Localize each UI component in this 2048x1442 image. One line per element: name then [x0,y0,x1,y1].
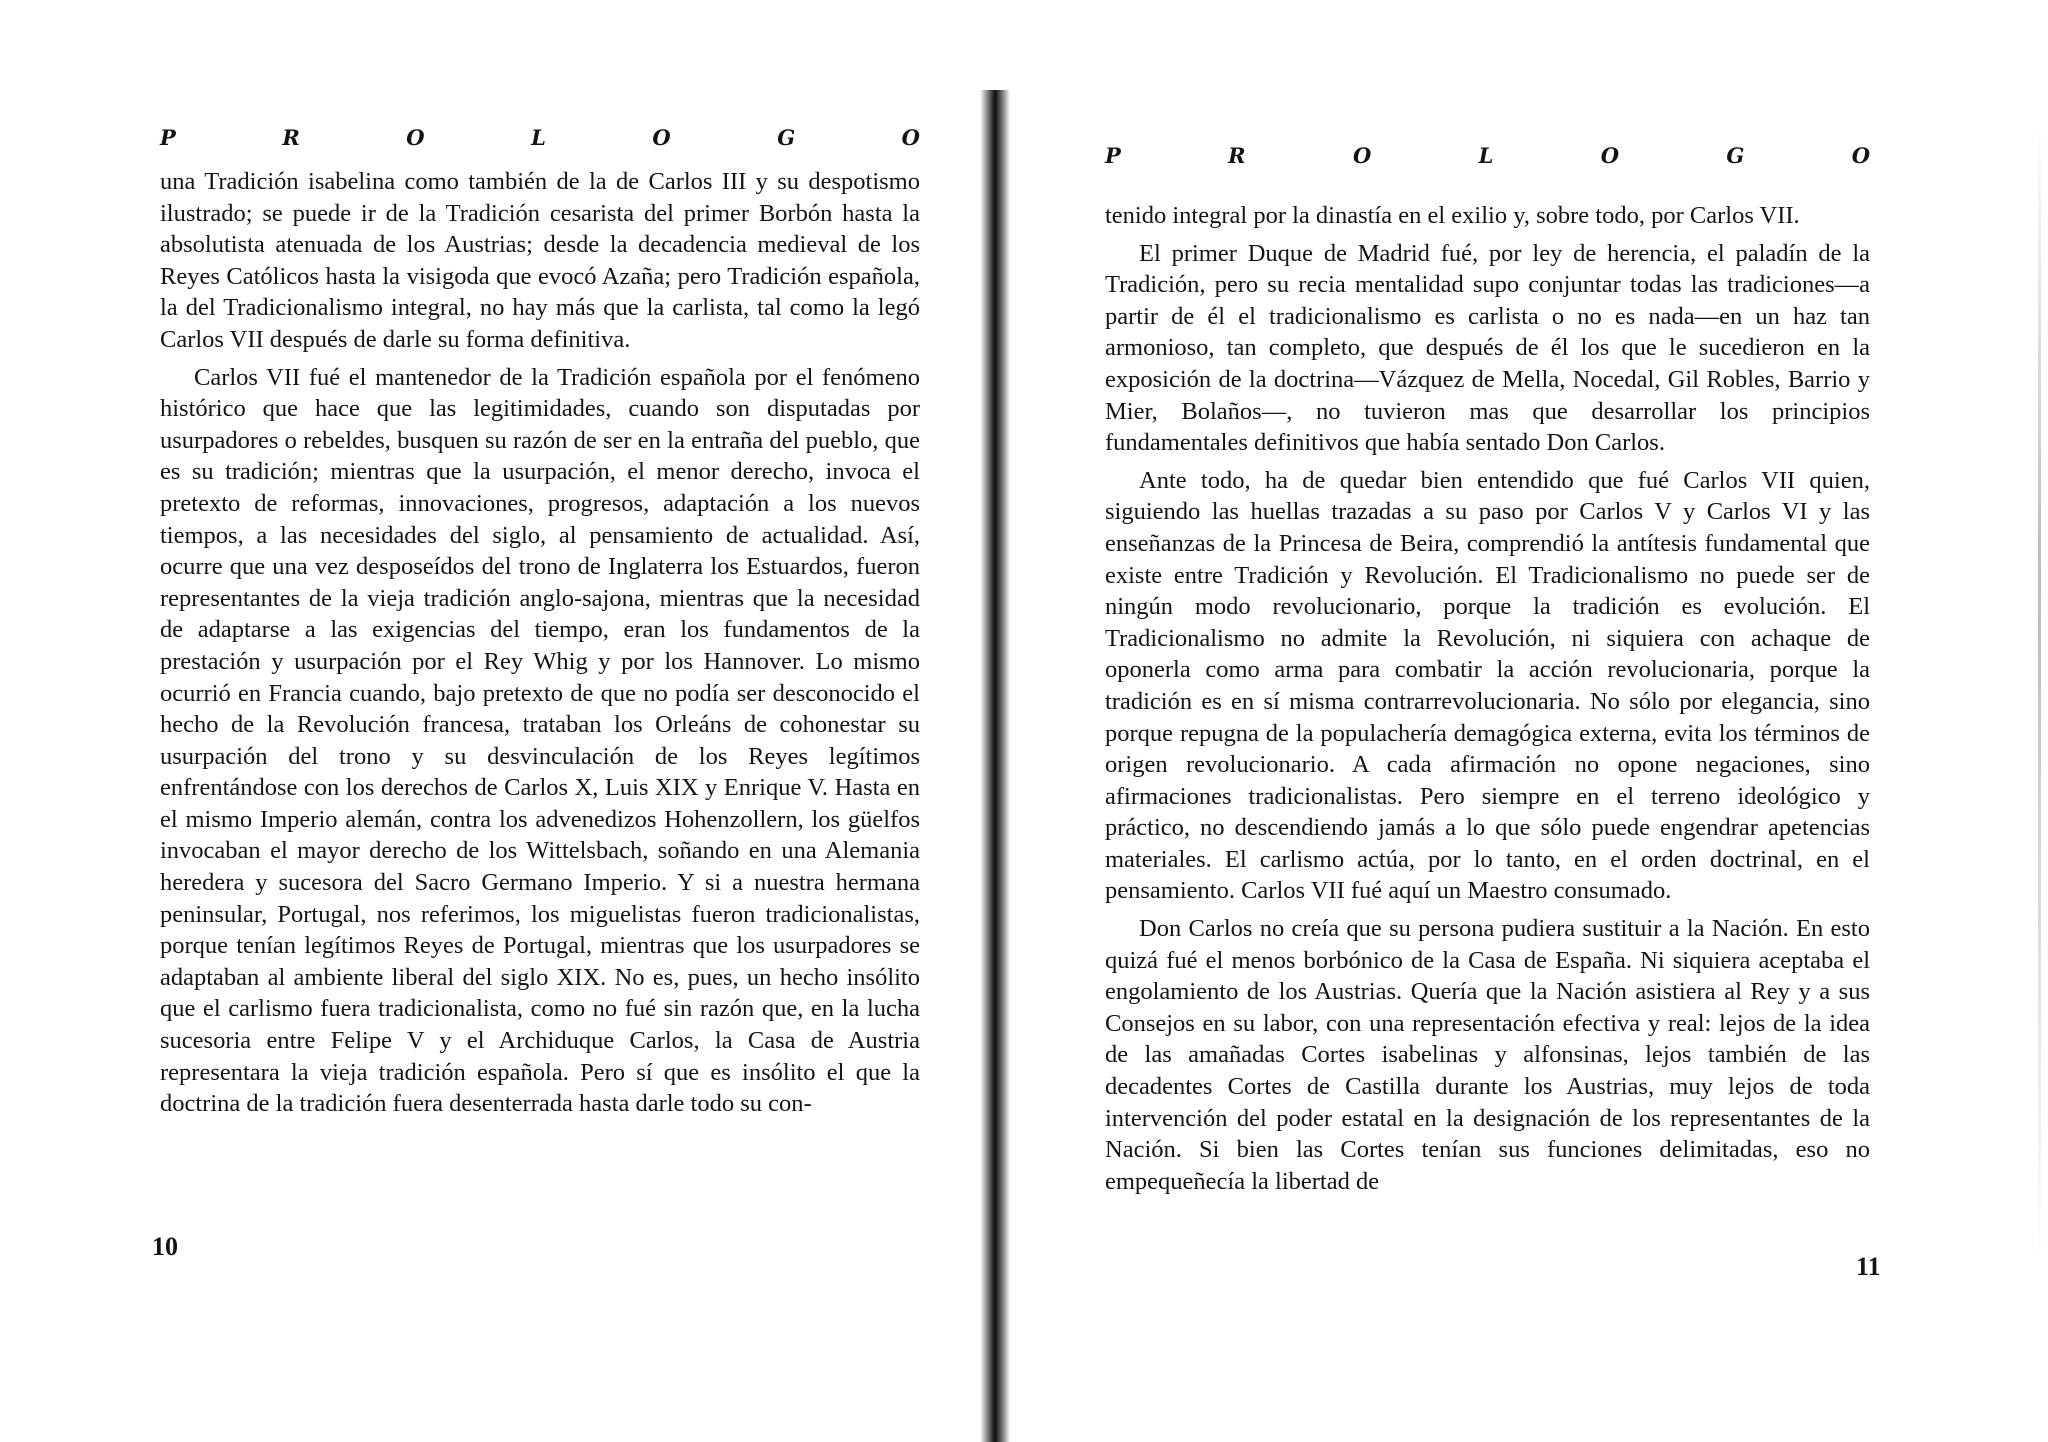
paragraph: Ante todo, ha de quedar bien entendido que fué Carlos VII quien, siguiendo las huellas trazadas a su paso por Carlos V y Carlos VI y las enseñanzas de la Princesa de Beira, comprendió la antítesis fundamental que existe entre Tradición y Revolución. El Tradicionalismo no puede ser de ningún modo revolucionario, porque la tradición es evolución. El Tradicionalismo no admite la Revolución, ni siquiera con achaque de oponerla como arma para combatir la acción revolucionaria, porque la tradición es en sí misma contrarrevolucionaria. No sólo por elegancia, sino porque repugna de la populachería demagógica externa, evita los términos de origen revolucionario. A cada afirmación no opone negaciones, sino afirmaciones tradicionalistas. Pero siempre en el terreno ideológico y práctico, no descendiendo jamás a lo que sólo puede engendrar apetencias materiales. El carlismo actúa, por lo tanto, en el orden doctrinal, en el pensamiento. Carlos VII fué aquí un Maestro consumado. [1105,466,1870,905]
page-number-right: 11 [1856,1252,1881,1281]
paragraph: tenido integral por la dinastía en el exilio y, sobre todo, por Carlos VII. [1105,202,1800,229]
running-head-letter: O [406,125,425,150]
running-head-letter: O [1352,143,1372,168]
running-head-letter: O [1851,143,1870,168]
paragraph: El primer Duque de Madrid fué, por ley de herencia, el paladín de la Tradición, pero su recia mentalidad supo conjuntar todas las tradiciones—a partir de él el tradicionalismo es carlista o no es nada—en un haz tan armonioso, tan completo, que después de él los que le sucedieron en la exposición de la doctrina—Vázquez de Mella, Nocedal, Gil Robles, Barrio y Mier, Bolaños—, no tuvieron mas que desarrollar los principios fundamentales definitivos que había sentado Don Carlos. [1105,239,1870,457]
running-head-left [160,118,920,158]
running-head-letter: P [1105,143,1121,168]
page-number-left: 10 [152,1232,178,1261]
paragraph: Carlos VII fué el mantenedor de la Tradición española por el fenómeno histórico que hace que las legitimidades, cuando son disputadas por usurpadores o rebeldes, busquen su razón de ser en la entraña del pueblo, que es su tradición; mientras que la usurpación, el menor derecho, invoca el pretexto de reformas, innovaciones, progresos, adaptación a los nuevos tiempos, a las necesidades del siglo, al pensamiento de actualidad. Así, ocurre que una vez desposeídos del trono de Inglaterra los Estuardos, fueron representantes de la vieja tradición anglo-sajona, mientras que la necesidad de adaptarse a las exigencias del tiempo, eran los fundamentos de la prestación y usurpación por el Rey Whig y por los Hannover. Lo mismo ocurrió en Francia cuando, bajo pretexto de que no podía ser desconocido el hecho de la Revolución francesa, trataban los Orleáns de cohonestar su usurpación del trono y su desvinculación de los Reyes legítimos enfrentándose con los derechos de Carlos X, Luis XIX y Enrique V. Hasta en el mismo Imperio alemán, contra los advenedizos Hohenzollern, los güelfos invocaban el mayor derecho de los Wittelsbach, soñando en una Alemania heredera y sucesora del Sacro Germano Imperio. Y si a nuestra hermana peninsular, Portugal, nos referimos, los miguelistas fueron tradicionalistas, porque tenían legítimos Reyes de Portugal, mientras que los usurpadores se adaptaban al ambiente liberal del siglo XIX. No es, pues, un hecho insólito que el carlismo fuera tradicionalista, como no fué sin razón que, en la lucha sucesoria entre Felipe V y el Archiduque Carlos, la Casa de Austria representara la vieja tradición española. Pero sí que es insólito el que la doctrina de la tradición fuera desenterrada hasta darle todo su con- [160,363,920,1118]
running-head-letter: O [901,125,920,150]
paragraph: una Tradición isabelina como también de la de Carlos III y su despotismo ilustrado; se puede ir de la Tradición cesarista del primer Borbón hasta la absolutista atenuada de los Austrias; desde la decadencia medieval de los Reyes Católicos hasta la visigoda que evocó Azaña; pero Tradición española, la del Tradicionalismo integral, no hay más que la carlista, tal como la legó Carlos VII después de darle su forma definitiva. [160,168,920,353]
running-head-letter: G [777,125,796,150]
running-head-letter: L [531,125,546,150]
running-head-letter: G [1726,143,1745,168]
paragraph: Don Carlos no creía que su persona pudiera sustituir a la Nación. En esto quizá fué el menos borbónico de la Casa de España. Ni siquiera aceptaba el engolamiento de los Austrias. Quería que la Nación asistiera al Rey y a sus Consejos en su labor, con una representación efectiva y real: lejos de la idea de las amañadas Cortes isabelinas y alfonsinas, lejos también de las decadentes Cortes de Castilla durante los Austrias, muy lejos de toda intervención del poder estatal en la designación de los representantes de la Nación. Si bien las Cortes tenían sus funciones delimitadas, eso no empequeñecía la libertad de [1105,915,1870,1195]
running-head-letter: P [160,125,176,150]
running-head-letter: L [1478,143,1494,168]
running-head-right [1105,136,1870,176]
right-page [1105,118,1870,1197]
right-page-body [1105,200,1870,1197]
running-head-letter: O [652,125,671,150]
page-edge [2038,120,2041,1270]
running-head-letter: O [1600,143,1620,168]
left-page [160,118,920,1120]
book-gutter-shadow [980,90,1010,1442]
left-page-body [160,166,920,1120]
running-head-letter: R [1228,143,1246,168]
running-head-letter: R [282,125,300,150]
